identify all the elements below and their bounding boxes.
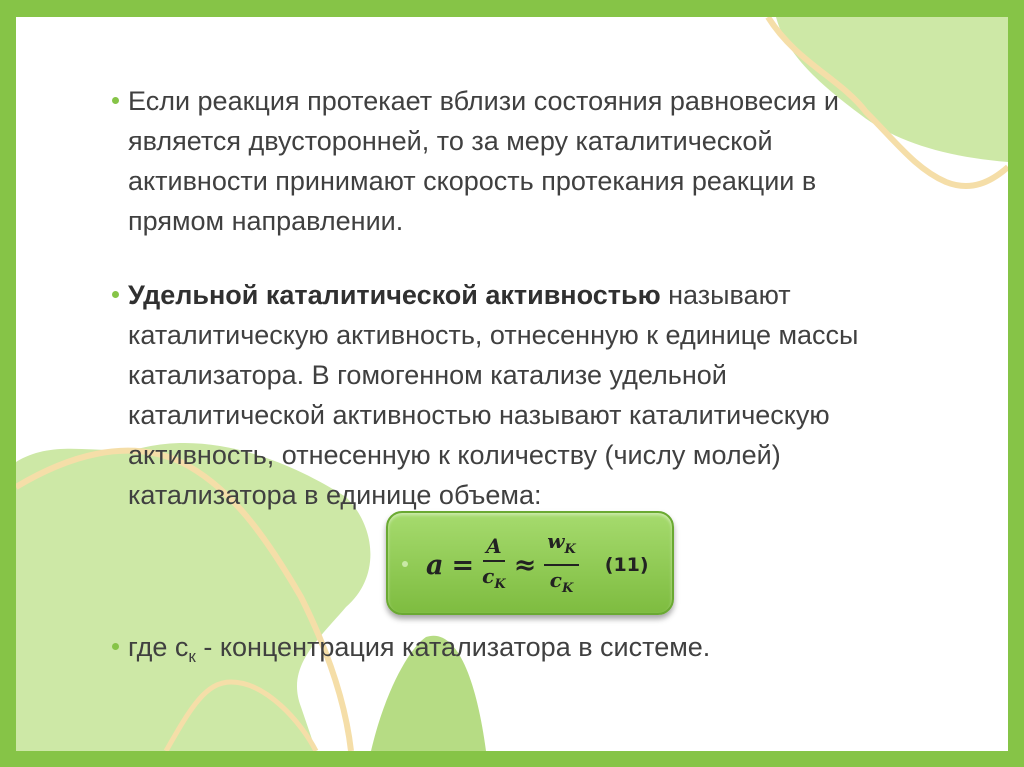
definition-text: называют каталитическую активность, отнесенную к единице массы катализатора. В гомогенном катализе удельной каталитической активностью называют каталитическую активность, отнесенную к количеству (числу молей) катализатора в единице объема: <box>128 280 859 510</box>
term-bold: Удельной каталитической активностью <box>128 280 661 310</box>
bullet-text: Если реакция протекает вблизи состояния равновесия и является двусторонней, то за меру каталитической активности принимают скорость протекания реакции в прямом направлении. <box>128 86 839 236</box>
bullet-concentration <box>112 627 912 677</box>
slide <box>16 17 1008 751</box>
formula-approx: ≈ <box>513 549 537 581</box>
bullet-dot <box>112 643 119 650</box>
formula-box <box>386 511 674 615</box>
formula-lhs: a <box>426 549 444 581</box>
bullet-dot <box>112 97 119 104</box>
formula-bullet-dot <box>402 561 408 567</box>
bullet-dot <box>112 291 119 298</box>
equation-number: (11) <box>604 554 649 576</box>
bullet-equilibrium <box>112 81 912 241</box>
fraction-denominator: $c_K$ <box>549 568 574 596</box>
formula-equals: = <box>451 549 475 581</box>
bullet-text <box>128 275 912 515</box>
fraction-denominator: $c_K$ <box>482 563 506 592</box>
formula <box>426 529 649 597</box>
fraction-rate-per-concentration <box>544 529 579 601</box>
fraction-activity-per-concentration <box>482 534 506 597</box>
fraction-numerator: A <box>483 534 505 562</box>
subscript-k: к <box>188 647 196 666</box>
fraction-numerator: $w_K$ <box>544 529 579 566</box>
bullet-specific-activity <box>112 275 912 515</box>
bullet-text: где $с_к$ - концентрация катализатора в системе. <box>128 632 711 666</box>
